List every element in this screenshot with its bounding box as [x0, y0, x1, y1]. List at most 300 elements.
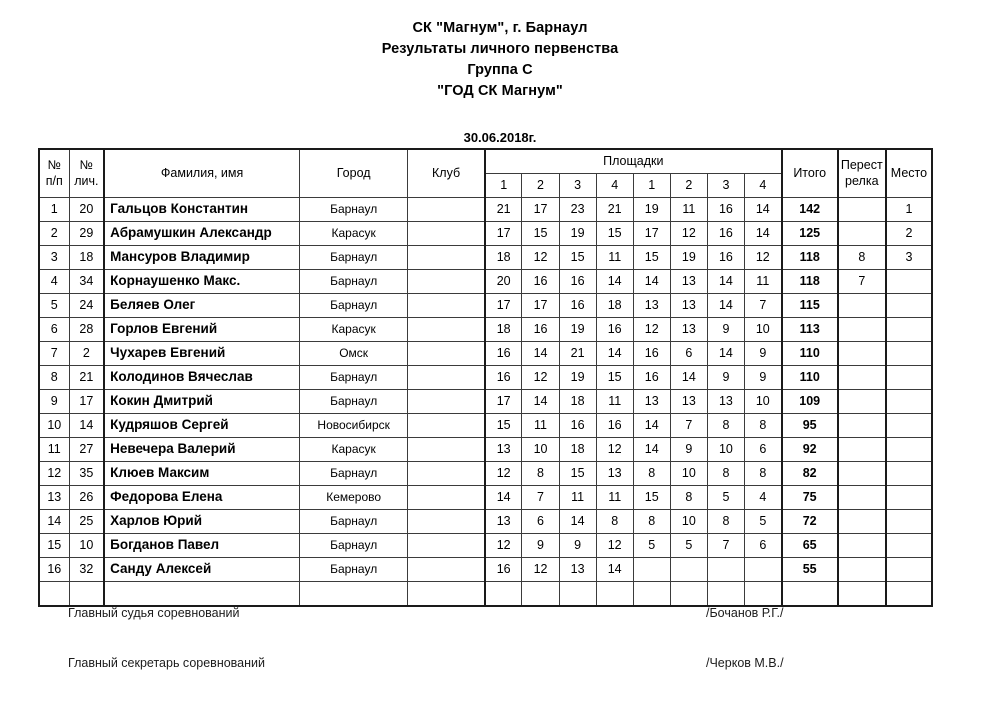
cell-place: 1: [886, 198, 932, 222]
table-body: [39, 198, 932, 607]
cell-total: 110: [782, 342, 838, 366]
cell-npp: 13: [39, 486, 69, 510]
cell-score-3: 21: [559, 342, 596, 366]
cell-score-3: 11: [559, 486, 596, 510]
cell-score-8: 6: [744, 438, 781, 462]
cell-nlich: 18: [69, 246, 104, 270]
cell-score-7: 9: [707, 366, 744, 390]
title-line-4: "ГОД СК Магнум": [437, 83, 563, 99]
cell-score-5: 15: [633, 486, 670, 510]
cell-npp: 7: [39, 342, 69, 366]
cell-place: [886, 270, 932, 294]
cell-score-6: 12: [670, 222, 707, 246]
cell-perestrelka: [838, 390, 886, 414]
cell-name: Горлов Евгений: [104, 318, 299, 342]
cell-nlich: 14: [69, 414, 104, 438]
cell-score-1: 14: [485, 486, 522, 510]
col-header-ground-3b: 3: [707, 174, 744, 198]
cell-total: 72: [782, 510, 838, 534]
cell-score-5: [633, 558, 670, 582]
cell-total: 92: [782, 438, 838, 462]
cell-score-7: 10: [707, 438, 744, 462]
cell-club: [408, 438, 485, 462]
table-row: [39, 534, 932, 558]
cell-score-7: 16: [707, 222, 744, 246]
cell-nlich: 21: [69, 366, 104, 390]
cell-score-4: 8: [596, 510, 633, 534]
cell-score-6: 13: [670, 294, 707, 318]
cell-score-4: 15: [596, 366, 633, 390]
cell-score-5: 15: [633, 246, 670, 270]
cell-score-3: 16: [559, 270, 596, 294]
cell-club: [408, 222, 485, 246]
judge-name: /Бочанов Р.Г./: [706, 606, 784, 620]
cell-place: [886, 438, 932, 462]
cell-nlich: [69, 582, 104, 607]
cell-score-1: 16: [485, 342, 522, 366]
secretary-name: /Черков М.В./: [706, 656, 784, 670]
table-row: [39, 366, 932, 390]
cell-score-8: [744, 558, 781, 582]
col-header-ground-1a: 1: [485, 174, 522, 198]
cell-city: Барнаул: [300, 270, 408, 294]
cell-score-3: 18: [559, 390, 596, 414]
cell-total: 109: [782, 390, 838, 414]
cell-score-6: 11: [670, 198, 707, 222]
cell-npp: 8: [39, 366, 69, 390]
cell-score-4: 11: [596, 246, 633, 270]
cell-city: Карасук: [300, 318, 408, 342]
table-row: [39, 486, 932, 510]
cell-score-5: 14: [633, 438, 670, 462]
cell-score-3: 19: [559, 318, 596, 342]
cell-nlich: 34: [69, 270, 104, 294]
cell-score-5: 14: [633, 270, 670, 294]
cell-score-5: 16: [633, 366, 670, 390]
cell-score-8: 5: [744, 510, 781, 534]
cell-total: [782, 582, 838, 607]
cell-score-6: 7: [670, 414, 707, 438]
cell-total: 82: [782, 462, 838, 486]
col-header-ground-2b: 2: [670, 174, 707, 198]
cell-city: Барнаул: [300, 366, 408, 390]
cell-place: [886, 342, 932, 366]
cell-perestrelka: [838, 342, 886, 366]
cell-score-3: 23: [559, 198, 596, 222]
cell-perestrelka: [838, 462, 886, 486]
cell-score-8: 8: [744, 414, 781, 438]
cell-city: Барнаул: [300, 294, 408, 318]
cell-score-8: 14: [744, 198, 781, 222]
cell-perestrelka: [838, 198, 886, 222]
cell-score-1: [485, 582, 522, 607]
cell-total: 110: [782, 366, 838, 390]
cell-nlich: 10: [69, 534, 104, 558]
col-header-npp: [39, 149, 69, 198]
cell-score-4: 14: [596, 558, 633, 582]
cell-score-2: 16: [522, 318, 559, 342]
cell-club: [408, 486, 485, 510]
cell-club: [408, 414, 485, 438]
cell-score-4: 13: [596, 462, 633, 486]
cell-nlich: 24: [69, 294, 104, 318]
cell-perestrelka: 8: [838, 246, 886, 270]
cell-score-6: [670, 582, 707, 607]
cell-city: Барнаул: [300, 198, 408, 222]
cell-score-3: 16: [559, 414, 596, 438]
cell-city: Омск: [300, 342, 408, 366]
table-row: [39, 462, 932, 486]
cell-score-7: 14: [707, 294, 744, 318]
cell-npp: 1: [39, 198, 69, 222]
cell-score-1: 12: [485, 534, 522, 558]
cell-score-7: 9: [707, 318, 744, 342]
cell-score-5: 19: [633, 198, 670, 222]
title-line-2: Результаты личного первенства: [381, 41, 619, 57]
table-row: [39, 510, 932, 534]
cell-score-1: 17: [485, 222, 522, 246]
cell-score-3: 18: [559, 438, 596, 462]
cell-score-7: 14: [707, 270, 744, 294]
cell-score-8: 12: [744, 246, 781, 270]
cell-score-7: 7: [707, 534, 744, 558]
col-header-ground-2a: 2: [522, 174, 559, 198]
cell-score-8: 9: [744, 342, 781, 366]
cell-score-2: 9: [522, 534, 559, 558]
cell-npp: 11: [39, 438, 69, 462]
results-table: [38, 148, 933, 607]
cell-score-8: 11: [744, 270, 781, 294]
cell-score-4: 14: [596, 270, 633, 294]
cell-npp: 16: [39, 558, 69, 582]
cell-score-2: [522, 582, 559, 607]
cell-place: [886, 294, 932, 318]
cell-score-2: 12: [522, 246, 559, 270]
cell-total: 55: [782, 558, 838, 582]
cell-place: [886, 414, 932, 438]
cell-score-5: 16: [633, 342, 670, 366]
cell-club: [408, 534, 485, 558]
cell-npp: 14: [39, 510, 69, 534]
cell-name: Невечера Валерий: [104, 438, 299, 462]
secretary-label: Главный секретарь соревнований: [68, 656, 265, 670]
cell-score-4: 14: [596, 342, 633, 366]
col-header-city: Город: [300, 149, 408, 198]
cell-score-8: 10: [744, 318, 781, 342]
cell-name: Кудряшов Сергей: [104, 414, 299, 438]
cell-total: 115: [782, 294, 838, 318]
cell-nlich: 25: [69, 510, 104, 534]
cell-score-6: 10: [670, 510, 707, 534]
table-row: [39, 222, 932, 246]
col-header-perestrelka-line2: релка: [845, 173, 879, 188]
signature-row-judge: [68, 606, 948, 620]
table-row: [39, 318, 932, 342]
cell-nlich: 29: [69, 222, 104, 246]
cell-perestrelka: [838, 222, 886, 246]
col-header-nlich-line2: лич.: [74, 173, 99, 188]
cell-club: [408, 510, 485, 534]
cell-score-6: 8: [670, 486, 707, 510]
cell-name: Колодинов Вячеслав: [104, 366, 299, 390]
cell-score-5: 13: [633, 390, 670, 414]
col-header-npp-line1: №: [47, 157, 61, 172]
cell-score-4: [596, 582, 633, 607]
cell-score-7: [707, 582, 744, 607]
cell-nlich: 32: [69, 558, 104, 582]
cell-score-7: 8: [707, 462, 744, 486]
cell-npp: 3: [39, 246, 69, 270]
competition-date: 30.06.2018г.: [463, 130, 537, 145]
cell-nlich: 20: [69, 198, 104, 222]
cell-npp: 2: [39, 222, 69, 246]
cell-city: Барнаул: [300, 462, 408, 486]
cell-name: Мансуров Владимир: [104, 246, 299, 270]
cell-club: [408, 294, 485, 318]
cell-score-7: 8: [707, 510, 744, 534]
cell-score-2: 10: [522, 438, 559, 462]
cell-club: [408, 198, 485, 222]
cell-name: Чухарев Евгений: [104, 342, 299, 366]
cell-place: [886, 318, 932, 342]
cell-score-2: 11: [522, 414, 559, 438]
cell-score-8: 7: [744, 294, 781, 318]
col-header-place: Место: [886, 149, 932, 198]
cell-club: [408, 462, 485, 486]
cell-perestrelka: 7: [838, 270, 886, 294]
cell-city: Новосибирск: [300, 414, 408, 438]
cell-total: 113: [782, 318, 838, 342]
cell-name: Корнаушенко Макс.: [104, 270, 299, 294]
cell-score-4: 12: [596, 438, 633, 462]
cell-score-4: 15: [596, 222, 633, 246]
cell-score-2: 14: [522, 390, 559, 414]
col-header-club: Клуб: [408, 149, 485, 198]
cell-score-1: 12: [485, 462, 522, 486]
cell-score-6: 13: [670, 270, 707, 294]
col-header-grounds: Площадки: [485, 149, 782, 174]
table-row: [39, 198, 932, 222]
cell-name: Гальцов Константин: [104, 198, 299, 222]
cell-score-6: 13: [670, 318, 707, 342]
cell-name: Санду Алексей: [104, 558, 299, 582]
cell-npp: 15: [39, 534, 69, 558]
cell-score-8: 9: [744, 366, 781, 390]
cell-score-1: 18: [485, 246, 522, 270]
cell-nlich: 26: [69, 486, 104, 510]
cell-club: [408, 270, 485, 294]
col-header-perestrelka-line1: Перест: [840, 157, 883, 172]
cell-place: [886, 462, 932, 486]
cell-name: Богданов Павел: [104, 534, 299, 558]
cell-city: Барнаул: [300, 558, 408, 582]
cell-club: [408, 582, 485, 607]
cell-club: [408, 342, 485, 366]
cell-place: [886, 510, 932, 534]
cell-score-3: 16: [559, 294, 596, 318]
cell-city: Барнаул: [300, 390, 408, 414]
cell-score-8: 6: [744, 534, 781, 558]
cell-score-1: 13: [485, 510, 522, 534]
cell-score-3: 19: [559, 366, 596, 390]
title-line-1: СК "Магнум", г. Барнаул: [412, 20, 588, 36]
cell-name: Кокин Дмитрий: [104, 390, 299, 414]
col-header-ground-3a: 3: [559, 174, 596, 198]
cell-npp: 5: [39, 294, 69, 318]
table-row: [39, 414, 932, 438]
cell-nlich: 27: [69, 438, 104, 462]
cell-score-8: 10: [744, 390, 781, 414]
cell-place: 2: [886, 222, 932, 246]
cell-score-2: 15: [522, 222, 559, 246]
cell-score-3: [559, 582, 596, 607]
table-row: [39, 390, 932, 414]
cell-score-5: 5: [633, 534, 670, 558]
cell-total: 125: [782, 222, 838, 246]
cell-score-3: 13: [559, 558, 596, 582]
cell-nlich: 35: [69, 462, 104, 486]
cell-npp: 4: [39, 270, 69, 294]
cell-city: [300, 582, 408, 607]
cell-score-6: 13: [670, 390, 707, 414]
cell-place: [886, 390, 932, 414]
col-header-ground-4a: 4: [596, 174, 633, 198]
cell-name: [104, 582, 299, 607]
cell-name: Абрамушкин Александр: [104, 222, 299, 246]
cell-name: Беляев Олег: [104, 294, 299, 318]
cell-score-1: 15: [485, 414, 522, 438]
cell-score-5: 13: [633, 294, 670, 318]
col-header-ground-4b: 4: [744, 174, 781, 198]
cell-name: Федорова Елена: [104, 486, 299, 510]
cell-score-7: [707, 558, 744, 582]
cell-perestrelka: [838, 318, 886, 342]
cell-score-2: 8: [522, 462, 559, 486]
cell-score-4: 16: [596, 414, 633, 438]
cell-perestrelka: [838, 414, 886, 438]
cell-score-7: 8: [707, 414, 744, 438]
cell-city: Карасук: [300, 438, 408, 462]
table-row: [39, 438, 932, 462]
cell-place: [886, 558, 932, 582]
cell-score-8: [744, 582, 781, 607]
cell-club: [408, 318, 485, 342]
cell-total: 95: [782, 414, 838, 438]
col-header-total: Итого: [782, 149, 838, 198]
table-header: [39, 149, 932, 198]
cell-npp: 6: [39, 318, 69, 342]
cell-score-1: 21: [485, 198, 522, 222]
cell-score-1: 16: [485, 366, 522, 390]
cell-score-2: 14: [522, 342, 559, 366]
document-title-block: [0, 18, 1000, 102]
cell-score-8: 14: [744, 222, 781, 246]
cell-score-2: 12: [522, 366, 559, 390]
cell-perestrelka: [838, 486, 886, 510]
cell-place: [886, 486, 932, 510]
cell-nlich: 17: [69, 390, 104, 414]
cell-score-1: 17: [485, 390, 522, 414]
cell-perestrelka: [838, 366, 886, 390]
cell-place: [886, 582, 932, 607]
cell-score-2: 17: [522, 198, 559, 222]
cell-club: [408, 390, 485, 414]
cell-city: Карасук: [300, 222, 408, 246]
table-row: [39, 558, 932, 582]
cell-score-2: 7: [522, 486, 559, 510]
cell-score-7: 13: [707, 390, 744, 414]
cell-score-4: 18: [596, 294, 633, 318]
cell-club: [408, 246, 485, 270]
cell-score-1: 16: [485, 558, 522, 582]
cell-score-4: 11: [596, 390, 633, 414]
cell-score-5: 14: [633, 414, 670, 438]
cell-place: 3: [886, 246, 932, 270]
cell-score-1: 13: [485, 438, 522, 462]
col-header-perestrelka: [838, 149, 886, 198]
col-header-nlich-line1: №: [79, 157, 94, 172]
cell-score-7: 5: [707, 486, 744, 510]
cell-place: [886, 366, 932, 390]
table-row: [39, 270, 932, 294]
cell-city: Барнаул: [300, 246, 408, 270]
cell-score-5: 8: [633, 462, 670, 486]
cell-score-5: 8: [633, 510, 670, 534]
cell-name: Клюев Максим: [104, 462, 299, 486]
cell-score-6: 14: [670, 366, 707, 390]
cell-club: [408, 558, 485, 582]
cell-score-6: 19: [670, 246, 707, 270]
col-header-nlich: [69, 149, 104, 198]
cell-score-3: 15: [559, 462, 596, 486]
cell-name: Харлов Юрий: [104, 510, 299, 534]
cell-total: 75: [782, 486, 838, 510]
cell-score-6: 5: [670, 534, 707, 558]
table-row: [39, 342, 932, 366]
cell-npp: 9: [39, 390, 69, 414]
cell-city: Кемерово: [300, 486, 408, 510]
header-row-top: [39, 149, 932, 174]
cell-score-5: 12: [633, 318, 670, 342]
cell-score-8: 4: [744, 486, 781, 510]
judge-label: Главный судья соревнований: [68, 606, 240, 620]
cell-city: Барнаул: [300, 510, 408, 534]
cell-score-4: 12: [596, 534, 633, 558]
cell-npp: 10: [39, 414, 69, 438]
signature-row-secretary: [68, 656, 948, 670]
cell-score-5: 17: [633, 222, 670, 246]
cell-score-4: 21: [596, 198, 633, 222]
cell-score-2: 6: [522, 510, 559, 534]
cell-score-4: 11: [596, 486, 633, 510]
cell-nlich: 2: [69, 342, 104, 366]
cell-perestrelka: [838, 558, 886, 582]
table-row: [39, 582, 932, 607]
cell-score-3: 9: [559, 534, 596, 558]
col-header-npp-line2: п/п: [45, 173, 63, 188]
cell-total: 118: [782, 246, 838, 270]
cell-score-2: 16: [522, 270, 559, 294]
title-line-3: Группа С: [467, 62, 533, 78]
col-header-name: Фамилия, имя: [104, 149, 299, 198]
cell-score-2: 12: [522, 558, 559, 582]
cell-score-6: 10: [670, 462, 707, 486]
cell-total: 142: [782, 198, 838, 222]
cell-score-1: 17: [485, 294, 522, 318]
cell-score-8: 8: [744, 462, 781, 486]
cell-perestrelka: [838, 582, 886, 607]
cell-score-3: 14: [559, 510, 596, 534]
